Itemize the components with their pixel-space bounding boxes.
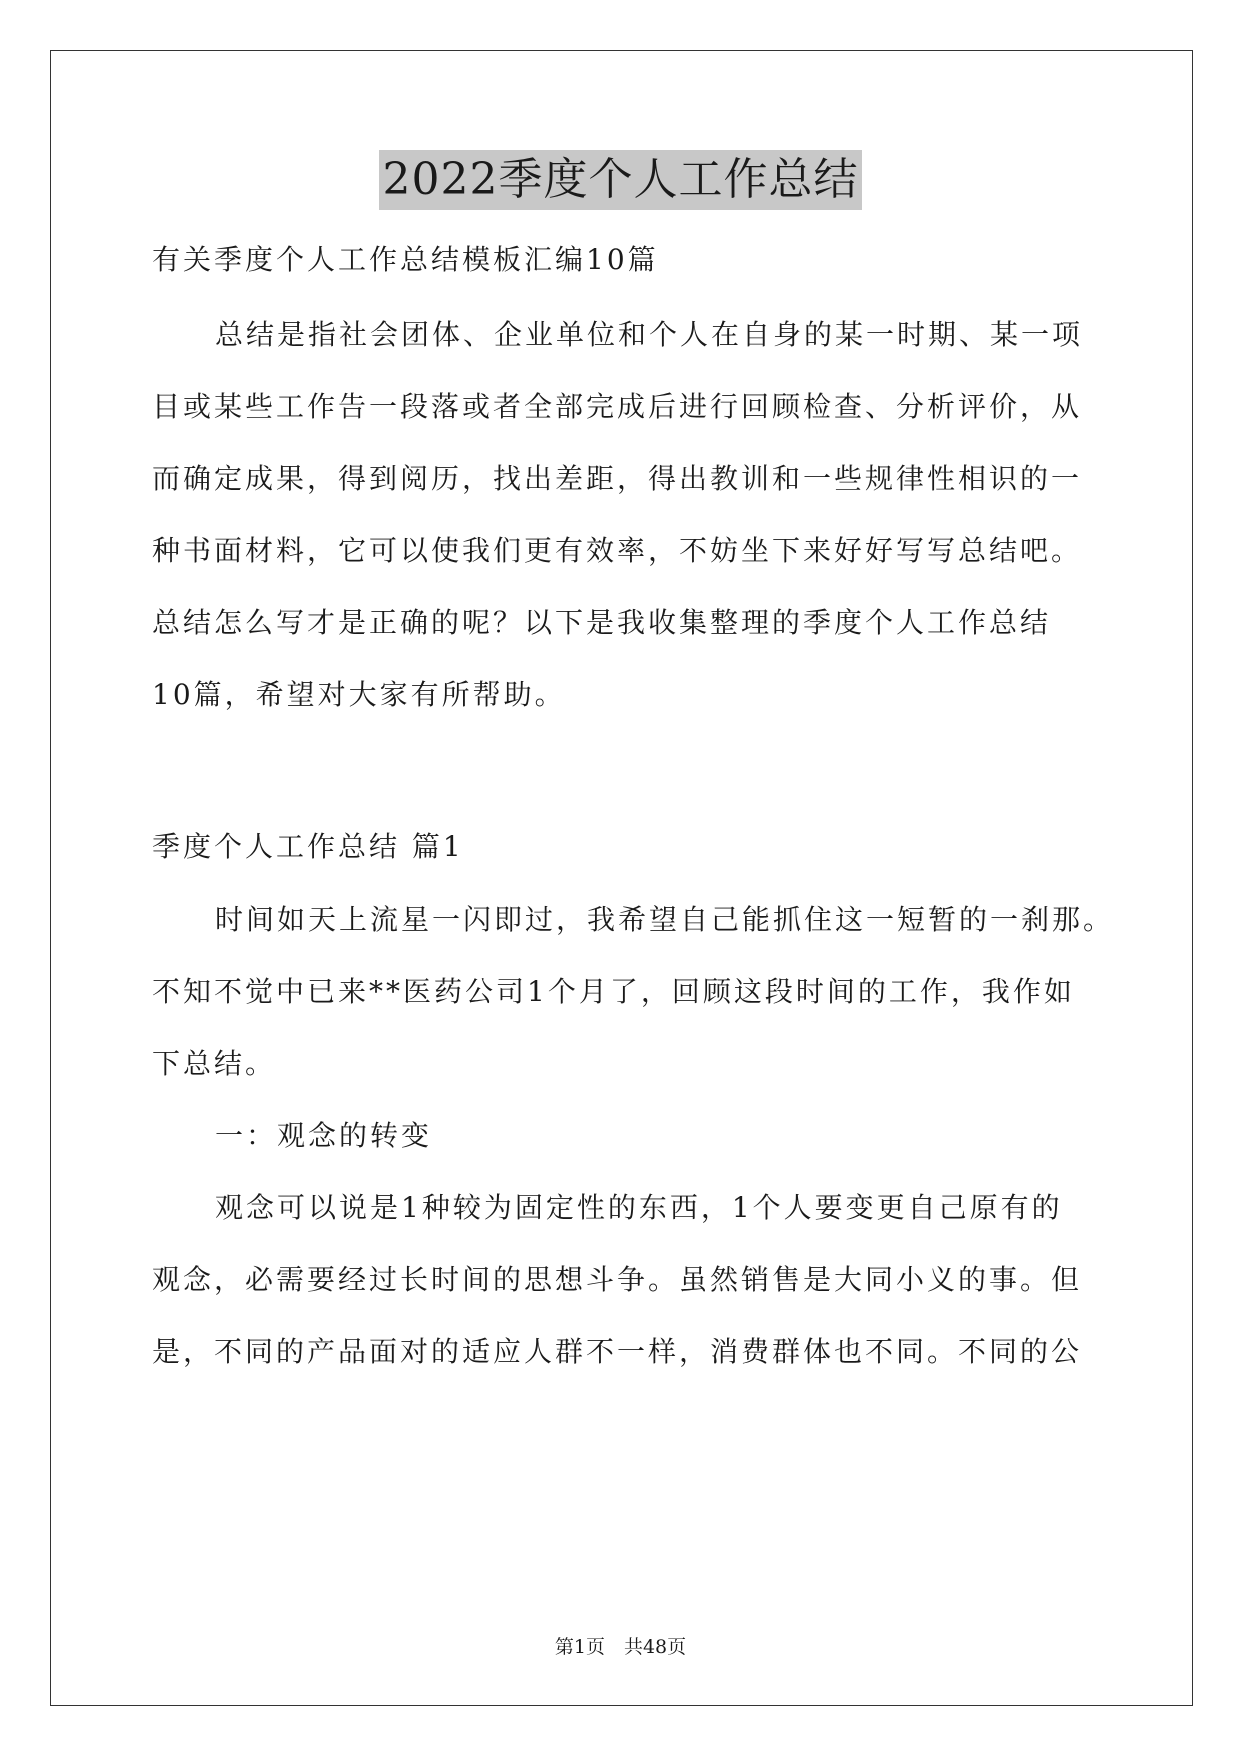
intro-line: 种书面材料，它可以使我们更有效率，不妨坐下来好好写写总结吧。 bbox=[152, 534, 1083, 567]
paragraph-line: 是，不同的产品面对的适应人群不一样，消费群体也不同。不同的公 bbox=[152, 1335, 1083, 1368]
paragraph-line: 观念可以说是1种较为固定性的东西，1个人要变更自己原有的 bbox=[215, 1191, 1063, 1224]
paragraph-line: 下总结。 bbox=[152, 1047, 277, 1080]
intro-line: 而确定成果，得到阅历，找出差距，得出教训和一些规律性相识的一 bbox=[152, 462, 1083, 495]
intro-line: 10篇，希望对大家有所帮助。 bbox=[152, 678, 566, 711]
paragraph-line: 时间如天上流星一闪即过，我希望自己能抓住这一短暂的一刹那。 bbox=[215, 903, 1115, 936]
intro-line: 目或某些工作告一段落或者全部完成后进行回顾检查、分析评价，从 bbox=[152, 390, 1083, 423]
section-heading: 季度个人工作总结 篇1 bbox=[152, 830, 464, 863]
intro-line: 总结是指社会团体、企业单位和个人在自身的某一时期、某一项 bbox=[215, 318, 1084, 351]
page-border bbox=[50, 50, 1193, 1706]
intro-line: 总结怎么写才是正确的呢？以下是我收集整理的季度个人工作总结 bbox=[152, 606, 1052, 639]
paragraph-line: 不知不觉中已来**医药公司1个月了，回顾这段时间的工作，我作如 bbox=[152, 975, 1075, 1008]
title-container bbox=[0, 150, 1241, 210]
page-footer: 第1页 共48页 bbox=[554, 1636, 687, 1658]
document-title: 2022季度个人工作总结 bbox=[379, 150, 863, 210]
paragraph-line: 观念，必需要经过长时间的思想斗争。虽然销售是大同小义的事。但 bbox=[152, 1263, 1083, 1296]
sub-heading: 一：观念的转变 bbox=[215, 1119, 433, 1152]
subtitle: 有关季度个人工作总结模板汇编10篇 bbox=[152, 243, 659, 276]
